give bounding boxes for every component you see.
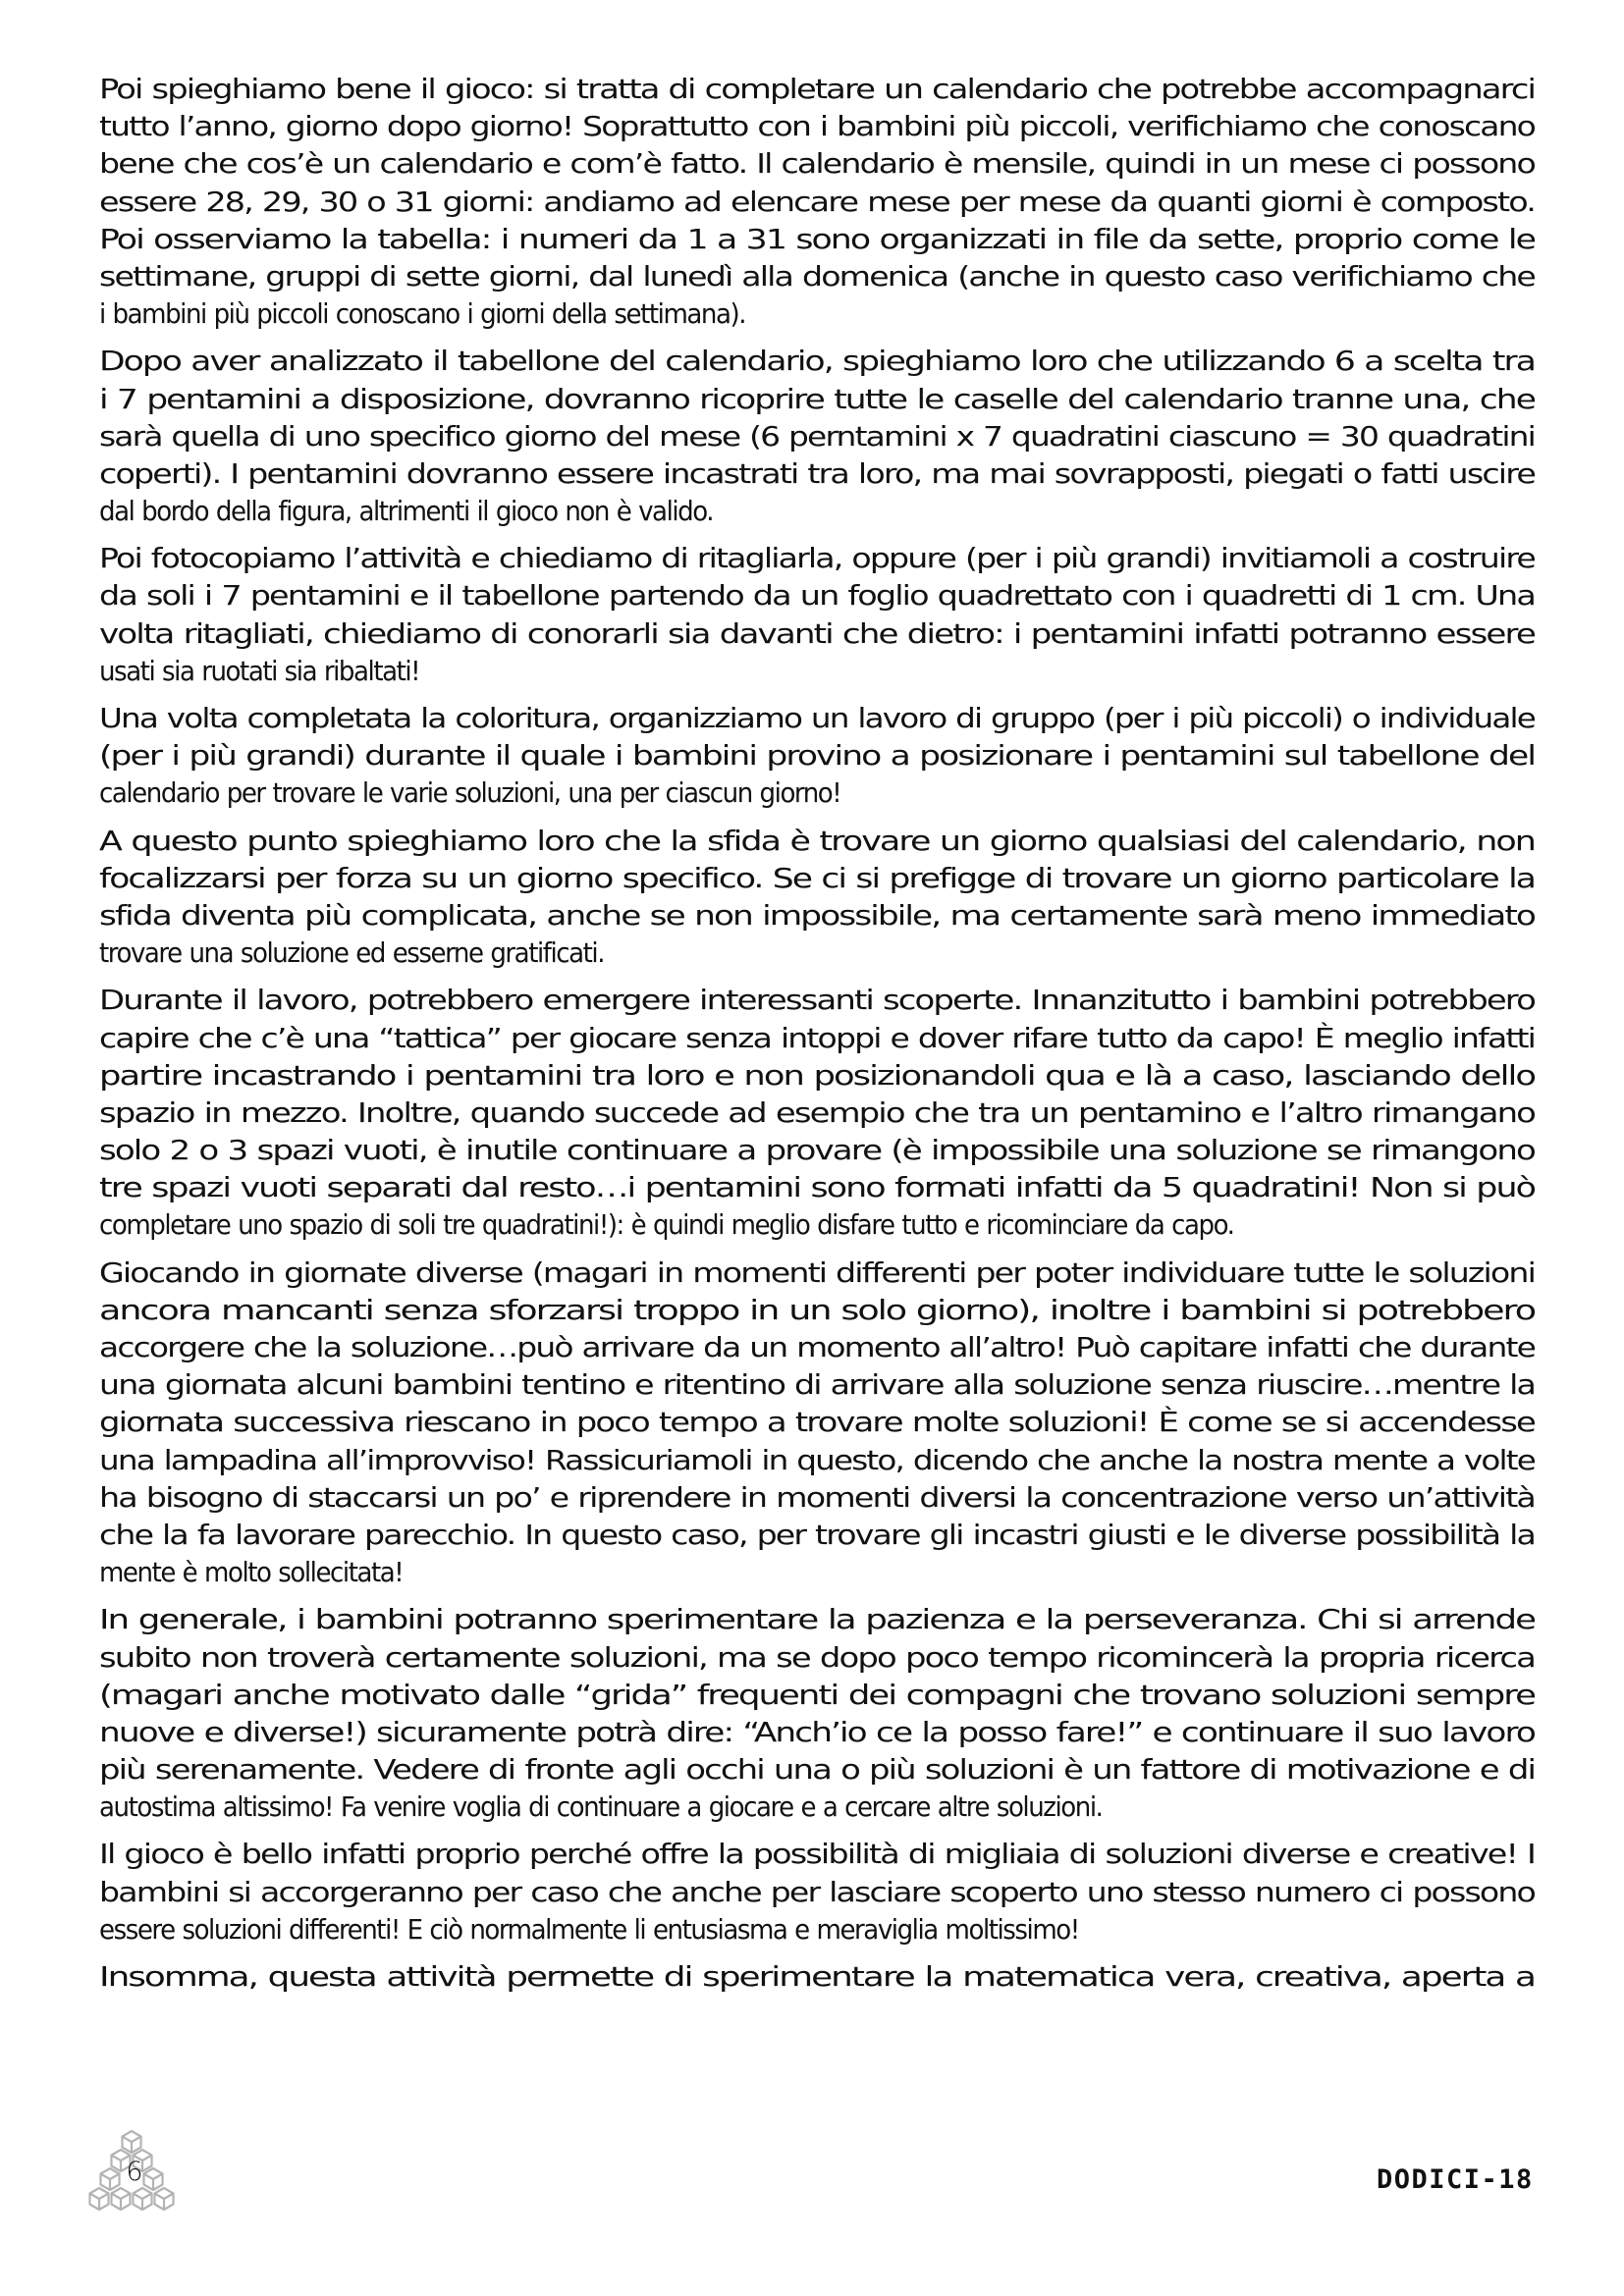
text-line: Una volta completata la coloritura, organizziamo un lavoro di gruppo (per i più piccoli) o individuale [99,702,1536,734]
text-line: ancora mancanti senza sforzarsi troppo in un solo giorno), inoltre i bambini si potrebbero [99,1293,1535,1326]
paragraph [99,1836,1535,1949]
text-line: subito non troverà certamente soluzioni, ma se dopo poco tempo ricomincerà la propria ricerca [99,1640,1535,1674]
text-line: nuove e diverse!) sicuramente potrà dire: “Anch’io ce la posso fare!” e continuare il suo lavoro [99,1715,1535,1748]
text-line: partire incastrando i pentamini tra loro e non posizionandoli qua e là a caso, lasciando dello [99,1058,1535,1092]
text-line: i 7 pentamini a disposizione, dovranno ricoprire tutte le caselle del calendario tranne una, che [99,382,1535,415]
text-line: accorgere che la soluzione…può arrivare da un momento all’altro! Può capitare infatti che durante [99,1331,1535,1363]
text-line: mente è molto sollecitata! [99,1556,404,1589]
page-number: 6 [126,2157,143,2187]
text-line: dal bordo della figura, altrimenti il gioco non è valido. [99,495,714,528]
text-line: Poi spieghiamo bene il gioco: si tratta di completare un calendario che potrebbe accompagnarci [99,73,1535,105]
text-line: Giocando in giornate diverse (magari in momenti differenti per poter individuare tutte le soluzioni [99,1255,1535,1289]
text-line: una lampadina all’improvviso! Rassicuriamoli in questo, dicendo che anche la nostra mente a volte [99,1443,1535,1476]
paragraph [99,540,1535,690]
paragraph [99,71,1535,333]
paragraph [99,343,1535,530]
text-line: calendario per trovare le varie soluzioni, una per ciascun giorno! [99,776,841,810]
text-line: più serenamente. Vedere di fronte agli occhi una o più soluzioni è un fattore di motivazione e di [99,1753,1535,1787]
text-line: A questo punto spieghiamo loro che la sfida è trovare un giorno qualsiasi del calendario, non [99,824,1535,857]
text-line: volta ritagliati, chiediamo di conorarli sia davanti che dietro: i pentamini infatti potranno essere [99,616,1535,650]
text-line: autostima altissimo! Fa venire voglia di continuare a giocare e a cercare altre soluzioni. [99,1790,1103,1824]
text-line: focalizzarsi per forza su un giorno specifico. Se ci si prefigge di trovare un giorno particolare la [99,861,1536,894]
text-line: solo 2 o 3 spazi vuoti, è inutile continuare a provare (è impossibile una soluzione se rimangono [99,1134,1535,1167]
paragraph [99,1255,1535,1592]
text-line: sfida diventa più complicata, anche se non impossibile, ma certamente sarà meno immediato [99,898,1535,932]
magazine-issue-label: DODICI-18 [1377,2164,1534,2195]
text-line: sarà quella di uno specifico giorno del mese (6 perntamini x 7 quadratini ciascuno = 30 quadratini [99,419,1535,453]
text-line: che la fa lavorare parecchio. In questo caso, per trovare gli incastri giusti e le diverse possibilità la [99,1518,1535,1551]
text-line: (per i più grandi) durante il quale i bambini provino a posizionare i pentamini sul tabellone del [99,739,1535,773]
text-line: capire che c’è una “tattica” per giocare senza intoppi e dover rifare tutto da capo! È meglio infatti [99,1021,1535,1054]
text-line: usati sia ruotati sia ribaltati! [99,654,420,687]
paragraph [99,700,1535,813]
text-line: coperti). I pentamini dovranno essere incastrati tra loro, ma mai sovrapposti, piegati o fatti uscire [99,456,1535,490]
text-line: ha bisogno di staccarsi un po’ e riprendere in momenti diversi la concentrazione verso un’attività [99,1480,1535,1514]
paragraph [99,1958,1535,1996]
text-line: spazio in mezzo. Inoltre, quando succede ad esempio che tra un pentamino e l’altro rimangano [99,1095,1535,1129]
text-line: bene che cos’è un calendario e com’è fatto. Il calendario è mensile, quindi in un mese ci possono [99,147,1536,181]
text-line: da soli i 7 pentamini e il tabellone partendo da un foglio quadrettato con i quadretti di 1 cm. Una [99,579,1535,613]
text-line: (magari anche motivato dalle “grida” frequenti dei compagni che trovano soluzioni sempre [99,1678,1535,1711]
text-line: settimane, gruppi di sette giorni, dal lunedì alla domenica (anche in questo caso verifichiamo che [99,259,1535,293]
paragraph [99,823,1535,973]
text-line: Poi osserviamo la tabella: i numeri da 1 a 31 sono organizzati in file da sette, proprio come le [99,222,1535,255]
text-line: i bambini più piccoli conoscano i giorni della settimana). [99,297,746,331]
text-line: giornata successiva riescano in poco tempo a trovare molte soluzioni! È come se si accendesse [99,1406,1535,1439]
text-line: In generale, i bambini potranno sperimentare la pazienza e la perseveranza. Chi si arrende [99,1603,1535,1636]
text-line: tutto l’anno, giorno dopo giorno! Soprattutto con i bambini più piccoli, verifichiamo che conoscano [99,110,1535,143]
text-line: Dopo aver analizzato il tabellone del calendario, spieghiamo loro che utilizzando 6 a scelta tra [99,345,1535,378]
text-line: una giornata alcuni bambini tentino e ritentino di arrivare alla soluzione senza riuscire…mentre la [99,1368,1535,1402]
text-line: Insomma, questa attività permette di sperimentare la matematica vera, creativa, aperta a [99,1960,1535,1993]
text-line: Poi fotocopiamo l’attività e chiediamo di ritagliarla, oppure (per i più grandi) invitiamoli a costruire [99,542,1535,575]
text-line: tre spazi vuoti separati dal resto…i pentamini sono formati infatti da 5 quadratini! Non si può [99,1171,1535,1204]
text-line: Durante il lavoro, potrebbero emergere interessanti scoperte. Innanzitutto i bambini potrebbero [99,984,1535,1017]
paragraph [99,1601,1535,1826]
text-line: essere 28, 29, 30 o 31 giorni: andiamo ad elencare mese per mese da quanti giorni è composto. [99,185,1535,218]
text-line: bambini si accorgeranno per caso che anche per lasciare scoperto uno stesso numero ci possono [99,1875,1535,1908]
text-line: trovare una soluzione ed esserne gratificati. [99,936,605,970]
paragraph [99,982,1535,1244]
text-line: completare uno spazio di soli tre quadratini!): è quindi meglio disfare tutto e ricominciare da capo. [99,1208,1234,1242]
text-line: Il gioco è bello infatti proprio perché offre la possibilità di migliaia di soluzioni diverse e creative! I [99,1838,1535,1871]
text-line: essere soluzioni differenti! E ciò normalmente li entusiasma e meraviglia moltissimo! [99,1912,1079,1946]
article-body [99,71,1535,2005]
